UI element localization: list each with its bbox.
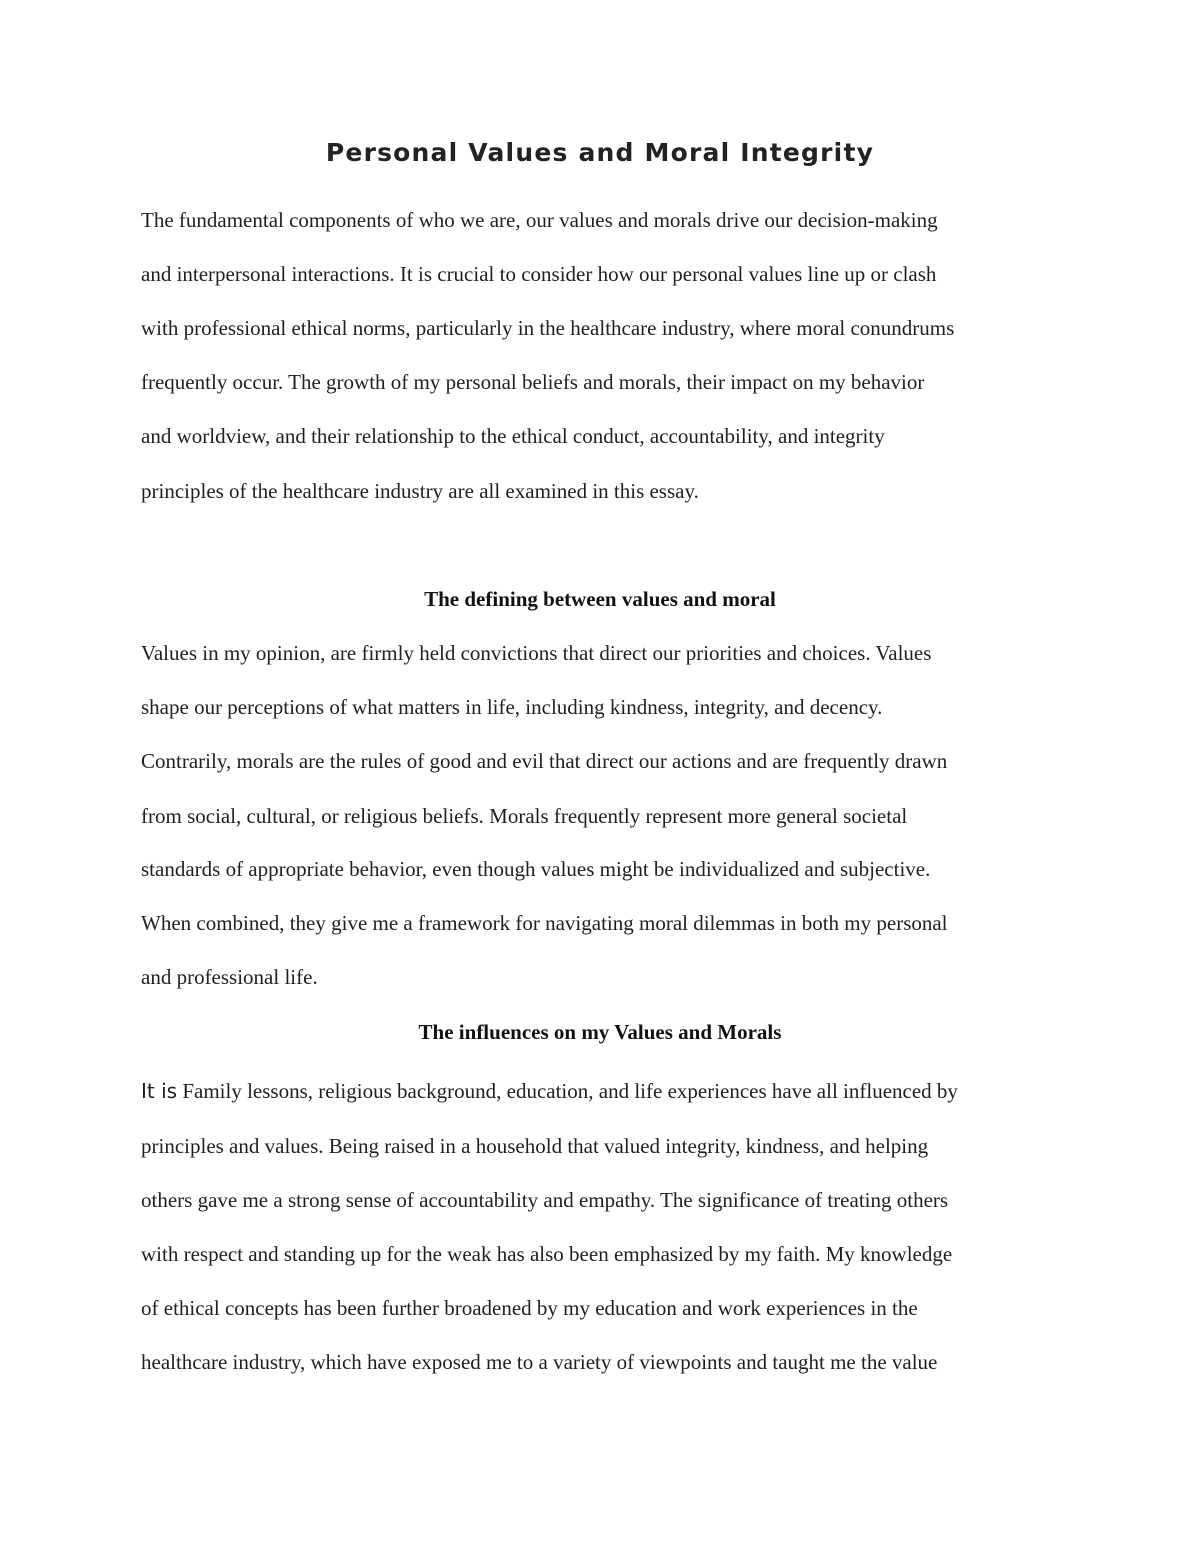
intro-line: with professional ethical norms, particularly in the healthcare industry, where moral conundrums [141,316,955,340]
section1-line: from social, cultural, or religious beliefs. Morals frequently represent more general societal [141,804,908,828]
section2-line: with respect and standing up for the weak has also been emphasized by my faith. My knowledge [141,1242,953,1266]
section1-line: and professional life. [141,965,318,989]
section2-first-line [141,1076,958,1106]
section1-line: shape our perceptions of what matters in life, including kindness, integrity, and decency. [141,695,883,719]
section2-line: of ethical concepts has been further broadened by my education and work experiences in the [141,1296,918,1320]
section-heading-values-moral: The defining between values and moral [424,587,776,611]
intro-line: and interpersonal interactions. It is crucial to consider how our personal values line up or clash [141,262,937,286]
section2-line: others gave me a strong sense of accountability and empathy. The significance of treating others [141,1188,949,1212]
section2-lead-text: It is [141,1079,178,1103]
section1-line: Values in my opinion, are firmly held convictions that direct our priorities and choices. Values [141,641,932,665]
intro-line: The fundamental components of who we are, our values and morals drive our decision-making [141,208,938,232]
section1-line: standards of appropriate behavior, even though values might be individualized and subjective. [141,857,931,881]
section1-line: Contrarily, morals are the rules of good and evil that direct our actions and are frequently drawn [141,749,948,773]
document-title: Personal Values and Moral Integrity [325,138,875,167]
intro-line: and worldview, and their relationship to the ethical conduct, accountability, and integrity [141,424,885,448]
intro-line: frequently occur. The growth of my personal beliefs and morals, their impact on my behavior [141,370,925,394]
section2-line: principles and values. Being raised in a household that valued integrity, kindness, and helping [141,1134,929,1158]
section1-line: When combined, they give me a framework for navigating moral dilemmas in both my personal [141,911,948,935]
intro-line: principles of the healthcare industry are all examined in this essay. [141,479,699,503]
section-heading-influences: The influences on my Values and Morals [418,1020,782,1044]
section2-first-line-text: Family lessons, religious background, education, and life experiences have all influenced by [177,1079,958,1103]
section2-line: healthcare industry, which have exposed me to a variety of viewpoints and taught me the value [141,1350,938,1374]
